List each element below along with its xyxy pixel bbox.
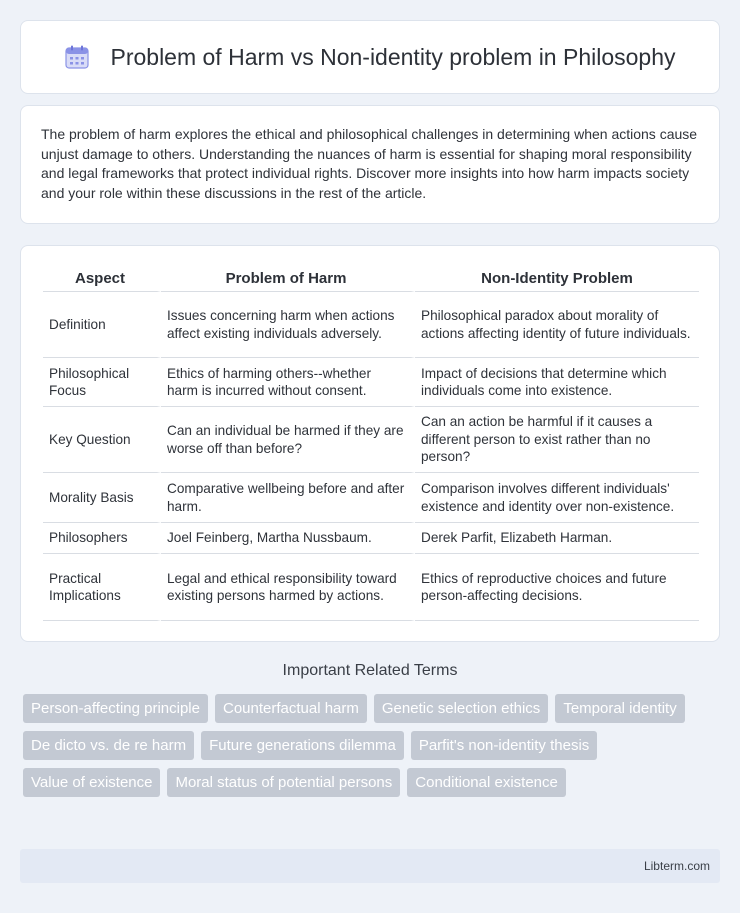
table-row (43, 523, 699, 554)
header-card (20, 20, 720, 94)
column-header-non-identity: Non-Identity Problem (415, 263, 699, 292)
related-term-tag[interactable]: Moral status of potential persons (167, 768, 400, 797)
comparison-table-card (20, 245, 720, 642)
related-terms-list (23, 694, 703, 797)
table-cell: Comparison involves different individuals' existence and identity over non-existence. (415, 473, 699, 523)
related-terms-title: Important Related Terms (282, 662, 458, 679)
table-cell: Definition (43, 292, 161, 358)
table-cell: Can an action be harmful if it causes a different person to exist rather than no person? (415, 407, 699, 473)
table-row (43, 358, 699, 407)
column-header-problem-of-harm: Problem of Harm (161, 263, 415, 292)
calendar-icon (64, 44, 90, 70)
table-cell: Philosophical Focus (43, 358, 161, 407)
table-cell: Morality Basis (43, 473, 161, 523)
table-cell: Philosophers (43, 523, 161, 554)
comparison-table (43, 263, 699, 621)
table-cell: Practical Implications (43, 554, 161, 621)
intro-card (20, 105, 720, 224)
related-term-tag[interactable]: Future generations dilemma (201, 731, 404, 760)
table-cell: Comparative wellbeing before and after harm. (161, 473, 415, 523)
table-cell: Legal and ethical responsibility toward existing persons harmed by actions. (161, 554, 415, 621)
table-cell: Philosophical paradox about morality of actions affecting identity of future individuals. (415, 292, 699, 358)
table-row (43, 292, 699, 358)
table-row (43, 407, 699, 473)
table-row (43, 473, 699, 523)
table-cell: Impact of decisions that determine which individuals come into existence. (415, 358, 699, 407)
related-term-tag[interactable]: Counterfactual harm (215, 694, 367, 723)
related-term-tag[interactable]: Value of existence (23, 768, 160, 797)
table-cell: Joel Feinberg, Martha Nussbaum. (161, 523, 415, 554)
table-cell: Key Question (43, 407, 161, 473)
table-cell: Can an individual be harmed if they are worse off than before? (161, 407, 415, 473)
table-cell: Ethics of harming others--whether harm is incurred without consent. (161, 358, 415, 407)
page-title: Problem of Harm vs Non-identity problem in Philosophy (110, 43, 676, 70)
related-term-tag[interactable]: Parfit's non-identity thesis (411, 731, 597, 760)
table-header-row (43, 263, 699, 292)
intro-text: The problem of harm explores the ethical and philosophical challenges in determining when actions cause unjust damage to others. Understanding the nuances of harm is essential for shaping moral responsibility and legal frameworks that protect individual rights. Discover more insights into how harm impacts society and your role within these discussions in the rest of the article. (41, 126, 698, 201)
table-cell: Issues concerning harm when actions affect existing individuals adversely. (161, 292, 415, 358)
table-cell: Derek Parfit, Elizabeth Harman. (415, 523, 699, 554)
table-row (43, 554, 699, 621)
column-header-aspect: Aspect (43, 263, 161, 292)
related-term-tag[interactable]: Conditional existence (407, 768, 566, 797)
footer-brand-link[interactable]: Libterm.com (643, 859, 710, 873)
related-term-tag[interactable]: Person-affecting principle (23, 694, 208, 723)
table-cell: Ethics of reproductive choices and future person-affecting decisions. (415, 554, 699, 621)
related-term-tag[interactable]: Temporal identity (555, 694, 684, 723)
related-term-tag[interactable]: De dicto vs. de re harm (23, 731, 194, 760)
footer (20, 849, 720, 883)
related-term-tag[interactable]: Genetic selection ethics (374, 694, 548, 723)
